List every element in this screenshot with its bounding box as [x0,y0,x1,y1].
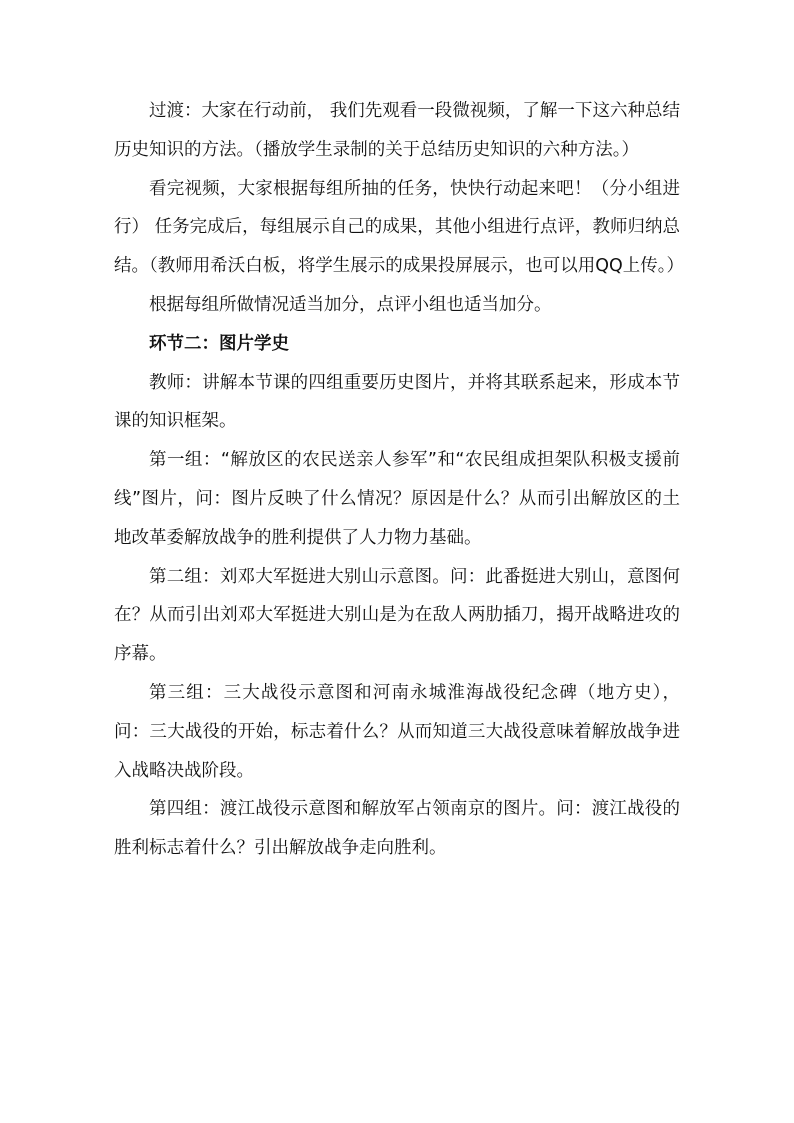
document-body [114,92,685,868]
section-heading: 环节二：图片学史 [149,333,289,354]
paragraph-group-three: 第三组：三大战役示意图和河南永城淮海战役纪念碑（地方史），问：三大战役的开始，标志着什么？从而知道三大战役意味着解放战争进入战略决战阶段。 [114,682,680,781]
paragraph-scoring: 根据每组所做情况适当加分，点评小组也适当加分。 [149,294,552,315]
paragraph-teacher: 教师：讲解本节课的四组重要历史图片，并将其联系起来，形成本节课的知识框架。 [114,372,680,432]
paragraph-group-two: 第二组：刘邓大军挺进大别山示意图。问：此番挺进大别山，意图何在？从而引出刘邓大军挺进大别山是为在敌人两肋插刀，揭开战略进攻的序幕。 [114,566,680,665]
paragraph-transition: 过渡：大家在行动前， 我们先观看一段微视频，了解一下这六种总结历史知识的方法。（播放学生录制的关于总结历史知识的六种方法。） [114,101,680,160]
paragraph-group-four: 第四组：渡江战役示意图和解放军占领南京的图片。问：渡江战役的胜利标志着什么？引出解放战争走向胜利。 [114,799,680,859]
paragraph-group-activity: 看完视频，大家根据每组所抽的任务，快快行动起来吧！（分小组进行） 任务完成后，每组展示自己的成果，其他小组进行点评，教师归纳总结。（教师用希沃白板，将学生展示的成果投屏展示，也可以用QQ上传。） [114,178,685,277]
paragraph-group-one: 第一组：“解放区的农民送亲人参军”和“农民组成担架队积极支援前线”图片，问：图片反映了什么情况？原因是什么？从而引出解放区的土地改革委解放战争的胜利提供了人力物力基础。 [114,450,680,548]
